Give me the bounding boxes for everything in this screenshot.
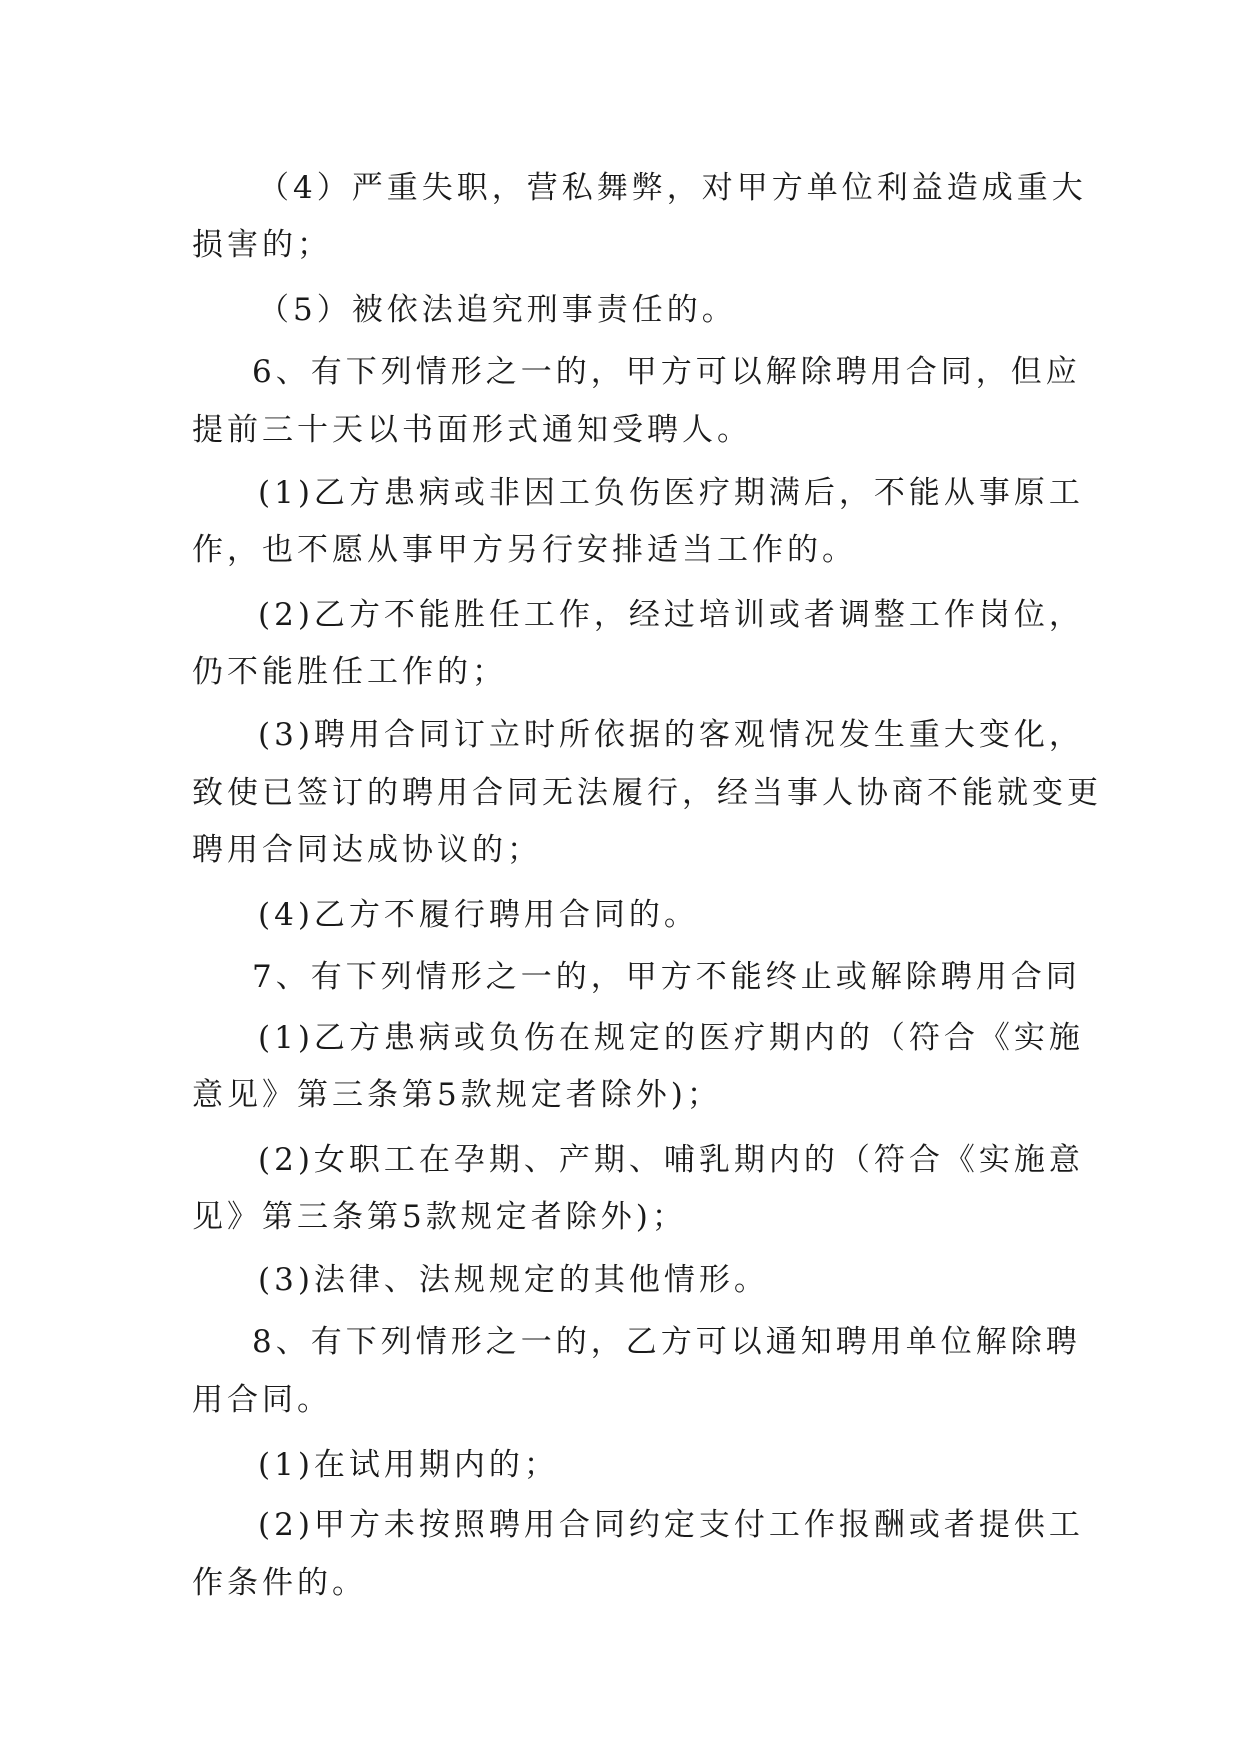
- text-line: (1)在试用期内的；: [258, 1447, 559, 1483]
- text-line: 用合同。: [192, 1382, 332, 1418]
- text-line: 作条件的。: [192, 1565, 367, 1601]
- text-line: 致使已签订的聘用合同无法履行，经当事人协商不能就变更: [192, 775, 1102, 811]
- text-line: 提前三十天以书面形式通知受聘人。: [192, 412, 752, 448]
- text-line: (3)法律、法规规定的其他情形。: [258, 1262, 769, 1298]
- text-line: 7、有下列情形之一的，甲方不能终止或解除聘用合同: [252, 959, 1081, 995]
- text-line: (2)乙方不能胜任工作，经过培训或者调整工作岗位，: [258, 597, 1084, 633]
- text-line: (4)乙方不履行聘用合同的。: [258, 897, 699, 933]
- text-line: 损害的；: [192, 227, 332, 263]
- text-line: （4）严重失职，营私舞弊，对甲方单位利益造成重大: [258, 170, 1087, 206]
- text-line: (1)乙方患病或负伤在规定的医疗期内的（符合《实施: [258, 1020, 1084, 1056]
- text-line: 8、有下列情形之一的，乙方可以通知聘用单位解除聘: [252, 1324, 1081, 1360]
- text-line: (1)乙方患病或非因工负伤医疗期满后，不能从事原工: [258, 475, 1084, 511]
- text-line: 意见》第三条第5款规定者除外)；: [192, 1077, 722, 1113]
- text-line: 见》第三条第5款规定者除外)；: [192, 1199, 687, 1235]
- text-line: 聘用合同达成协议的；: [192, 832, 542, 868]
- text-line: 6、有下列情形之一的，甲方可以解除聘用合同，但应: [252, 354, 1081, 390]
- text-line: (3)聘用合同订立时所依据的客观情况发生重大变化，: [258, 717, 1084, 753]
- text-line: 作，也不愿从事甲方另行安排适当工作的。: [192, 532, 857, 568]
- text-line: （5）被依法追究刑事责任的。: [258, 292, 737, 328]
- text-line: 仍不能胜任工作的；: [192, 654, 507, 690]
- text-line: (2)女职工在孕期、产期、哺乳期内的（符合《实施意: [258, 1142, 1084, 1178]
- text-line: (2)甲方未按照聘用合同约定支付工作报酬或者提供工: [258, 1507, 1084, 1543]
